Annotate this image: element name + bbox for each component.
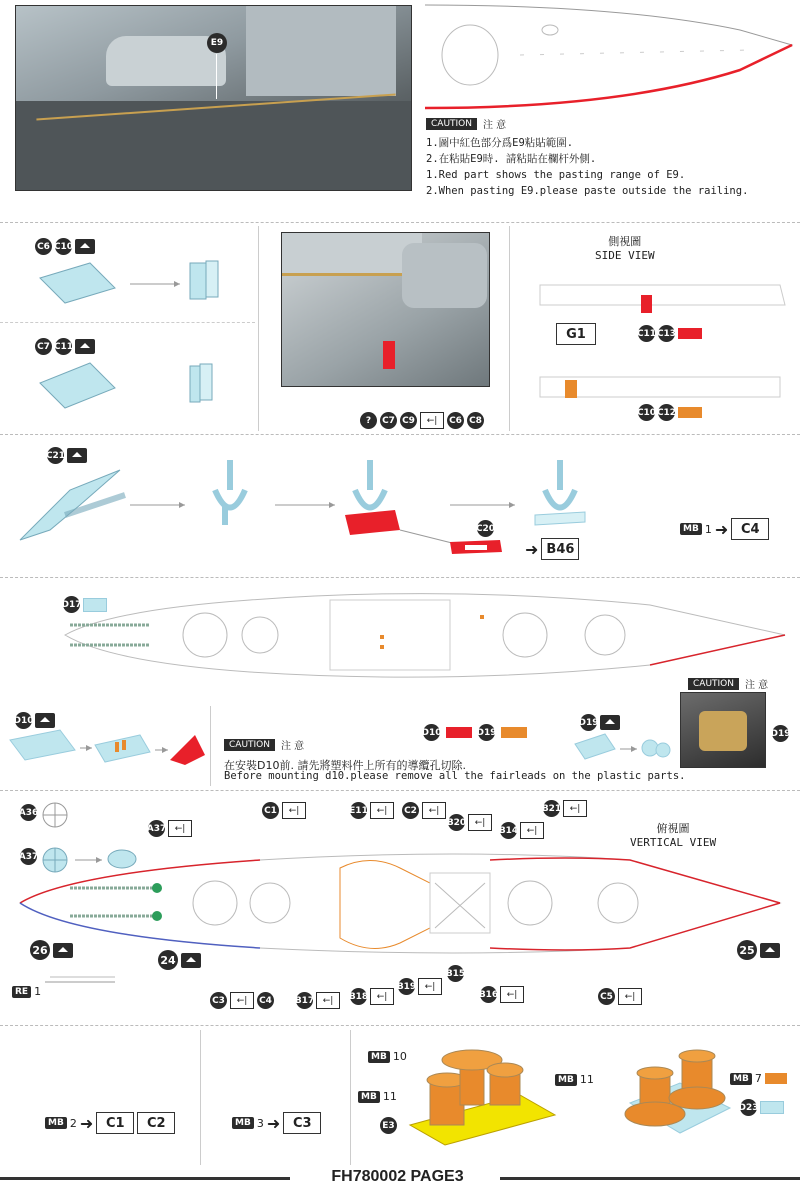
superstructure [246,6,396,96]
fold-up-icon [35,713,55,728]
ship-top-view-1 [50,580,790,700]
b18-callout [350,988,394,1005]
c5-callout [598,988,642,1005]
bend-icon: ←| [618,988,642,1005]
mb-number: 11 [382,1090,397,1103]
side-view-stern [540,372,790,402]
d19-sequence [575,734,675,774]
detail-photo-d19 [680,692,766,768]
step-d19 [580,714,620,731]
part-c21-badge: C21 [47,447,64,464]
part-c6-badge: C6 [447,412,464,429]
vdivider-6b [350,1030,351,1165]
part-b18-badge: B18 [350,988,367,1005]
caution-block-1 [426,116,796,199]
part-d17-badge: D17 [63,596,80,613]
bend-icon: ←| [520,822,544,839]
e11-c2-callout [350,802,446,819]
part-b19-badge: B19 [398,978,415,995]
fold-up-icon [53,943,73,958]
note-zh: 在安裝D10前. 請先將塑料件上所有的導纜孔切除. [224,759,466,772]
side-view-hull [540,275,790,315]
caution-block-2-tag [688,676,768,691]
c1-box: C1 [96,1112,134,1134]
arrow-right-icon: ➜ [79,1113,94,1133]
orange-swatch [678,407,702,418]
orange-swatch [765,1073,787,1084]
divider-5 [0,1025,800,1026]
note-zh-1: 1.圖中紅色部分爲E9粘貼範圍. [426,137,574,149]
part-c6-badge: C6 [35,238,52,255]
part-c7-badge: C7 [380,412,397,429]
bend-icon: ←| [282,802,306,819]
orange-parts-legend [638,404,702,421]
re-tag: RE [12,986,31,998]
bend-icon: ←| [370,802,394,819]
red-parts-legend [638,325,702,342]
deck [16,101,411,190]
part-b16-badge: B16 [480,986,497,1003]
b16-callout [480,986,524,1003]
side-view-zh: 側視圖 [608,235,642,248]
d10-sequence [10,730,210,780]
mb11b-callout [555,1073,594,1086]
mb-tag: MB [45,1117,67,1129]
step-25-badge: 25 [737,940,757,960]
bend-icon: ←| [168,820,192,837]
side-view-title [595,235,655,263]
vdivider-6a [200,1030,201,1165]
part-c3-badge: C3 [210,992,227,1009]
mb-number: 1 [704,522,712,536]
mb-tag: MB [358,1091,380,1103]
part-c11-badge: C11 [55,338,72,355]
mb-tag: MB [730,1073,752,1085]
part-b14-badge: B14 [500,822,517,839]
vertical-view-title [630,822,716,850]
part-c13-badge: C13 [658,325,675,342]
part-c10-badge: C10 [55,238,72,255]
mb3-callout [232,1112,321,1134]
part-c6-c10-flat [30,258,280,328]
caution-zh: 注 意 [281,741,305,752]
mb10-callout [368,1050,407,1063]
upper-deck [282,233,422,276]
note-zh-2: 2.在粘貼E9時. 請粘貼在欄杆外側. [426,153,597,165]
red-swatch [678,328,702,339]
bend-icon: ←| [563,800,587,817]
unknown-part-badge: ? [360,412,377,429]
step-26-badge: 26 [30,940,50,960]
e9-pointer [216,54,217,99]
part-c2-badge: C2 [402,802,419,819]
step-c7-c11 [35,338,95,355]
bend-icon: ←| [420,412,444,429]
mb11a-callout [358,1090,397,1103]
step-25 [737,940,780,960]
railing-detail-26 [45,962,125,1002]
re-callout [12,985,41,998]
caution-zh: 注 意 [483,120,507,131]
b14-callout [500,822,544,839]
part-c9-badge: C9 [400,412,417,429]
b19-callout [398,978,442,995]
cyan-swatch [760,1101,784,1114]
vertical-view-zh: 俯視圖 [656,822,690,835]
arrow-right-icon: ➜ [266,1113,281,1133]
mb-tag: MB [368,1051,390,1063]
part-b21-badge: B21 [543,800,560,817]
mb-number: 11 [579,1073,594,1086]
part-d10-badge: D10 [423,724,440,741]
mb7-legend [730,1072,787,1085]
g1-box: G1 [556,323,596,345]
c2-box: C2 [137,1112,175,1134]
part-b20-badge: B20 [448,814,465,831]
part-c10-badge: C10 [638,404,655,421]
detail-photo-e9 [15,5,412,191]
step-24 [158,950,201,970]
e9-marker: E9 [207,33,227,53]
caution-tag: CAUTION [688,678,739,690]
c1-callout [262,802,306,819]
part-a36-badge: A36 [20,804,37,821]
bend-icon: ←| [316,992,340,1009]
mb-number: 10 [392,1050,407,1063]
divider-1 [0,222,800,223]
part-b17-badge: B17 [296,992,313,1009]
b46-box: B46 [541,538,579,560]
fold-up-icon [600,715,620,730]
part-c4-badge: C4 [257,992,274,1009]
part-c7-badge: C7 [35,338,52,355]
part-d19-badge: D19 [580,714,597,731]
part-c1-badge: C1 [262,802,279,819]
divider-2 [0,434,800,435]
vdivider-2b [509,226,510,431]
ship-top-view-2 [10,848,790,958]
b46-callout [525,538,579,560]
part-e3-badge: E3 [380,1117,397,1134]
c3-c4-callout [210,992,274,1009]
step-26 [30,940,73,960]
b21-callout [543,800,587,817]
mb-number: 3 [256,1116,264,1130]
mb-tag: MB [680,523,702,535]
step-24-badge: 24 [158,950,178,970]
mb-number: 7 [754,1072,762,1085]
detail-photo-ladder [281,232,490,387]
divider-4 [0,790,800,791]
caution-tag: CAUTION [426,118,477,130]
side-view-en: SIDE VIEW [595,249,655,262]
c3-box: C3 [283,1112,321,1134]
b20-callout [448,814,492,831]
part-c5-badge: C5 [598,988,615,1005]
arrow-right-icon: ➜ [714,519,729,539]
re-number: 1 [34,985,42,998]
vdivider-2a [258,226,259,431]
part-c11-badge: C11 [638,325,655,342]
part-d10-badge: D10 [15,712,32,729]
part-e11-badge: E11 [350,802,367,819]
bend-icon: ←| [500,986,524,1003]
mb-tag: MB [555,1074,577,1086]
footer-line-right [500,1177,800,1180]
vdivider-4 [210,706,211,786]
part-b15-badge: B15 [447,965,464,982]
step-d10 [15,712,55,729]
bend-icon: ←| [230,992,254,1009]
caution-tag: CAUTION [224,739,275,751]
bend-icon: ←| [468,814,492,831]
footer-line-left [0,1177,290,1180]
mb-tag: MB [232,1117,254,1129]
b17-callout [296,992,340,1009]
note-en-2: 2.When pasting E9.please paste outside the railing. [426,185,749,197]
part-c7-c11-flat [30,358,280,428]
fold-up-icon [760,943,780,958]
a37-callout [148,820,192,837]
bow-outline-top [420,0,800,110]
bend-icon: ←| [418,978,442,995]
mb-number: 2 [69,1116,77,1130]
part-d19-badge: D19 [772,725,789,742]
step-c6-c10 [35,238,95,255]
bend-icon: ←| [370,988,394,1005]
bollard-final [620,1048,750,1138]
part-d19-badge: D19 [478,724,495,741]
divider-3 [0,577,800,578]
vertical-view-en: VERTICAL VIEW [630,836,717,849]
fold-up-icon [75,239,95,254]
divider-2a [0,322,255,323]
part-a37-badge: A37 [148,820,165,837]
part-c12-badge: C12 [658,404,675,421]
caution-zh: 注 意 [745,680,769,691]
caution-block-3 [224,737,584,773]
d23-legend [740,1099,784,1116]
c4-box: C4 [731,518,769,540]
footer-page-label: FH780002 PAGE3 [331,1168,464,1185]
turret-base [402,243,487,308]
note-en: Before mounting d10.please remove all the fairleads on the plastic parts. [224,770,686,782]
bend-icon: ←| [422,802,446,819]
note-en-1: 1.Red part shows the pasting range of E9. [426,169,686,181]
part-d23-badge: D23 [740,1099,757,1116]
part-c8-badge: C8 [467,412,484,429]
part-a37-badge: A37 [20,848,37,865]
mb2-callout [45,1112,175,1134]
red-ladder [383,341,395,369]
photo-tag-row [360,412,484,429]
bollard-part [699,711,747,751]
a36-wheel [40,800,70,830]
arrow-right-icon: ➜ [525,539,539,559]
part-c20-badge: C20 [477,520,494,537]
fold-up-icon [181,953,201,968]
bollard-assembly [400,1040,600,1150]
mb1-callout [680,518,769,540]
fold-up-icon [75,339,95,354]
